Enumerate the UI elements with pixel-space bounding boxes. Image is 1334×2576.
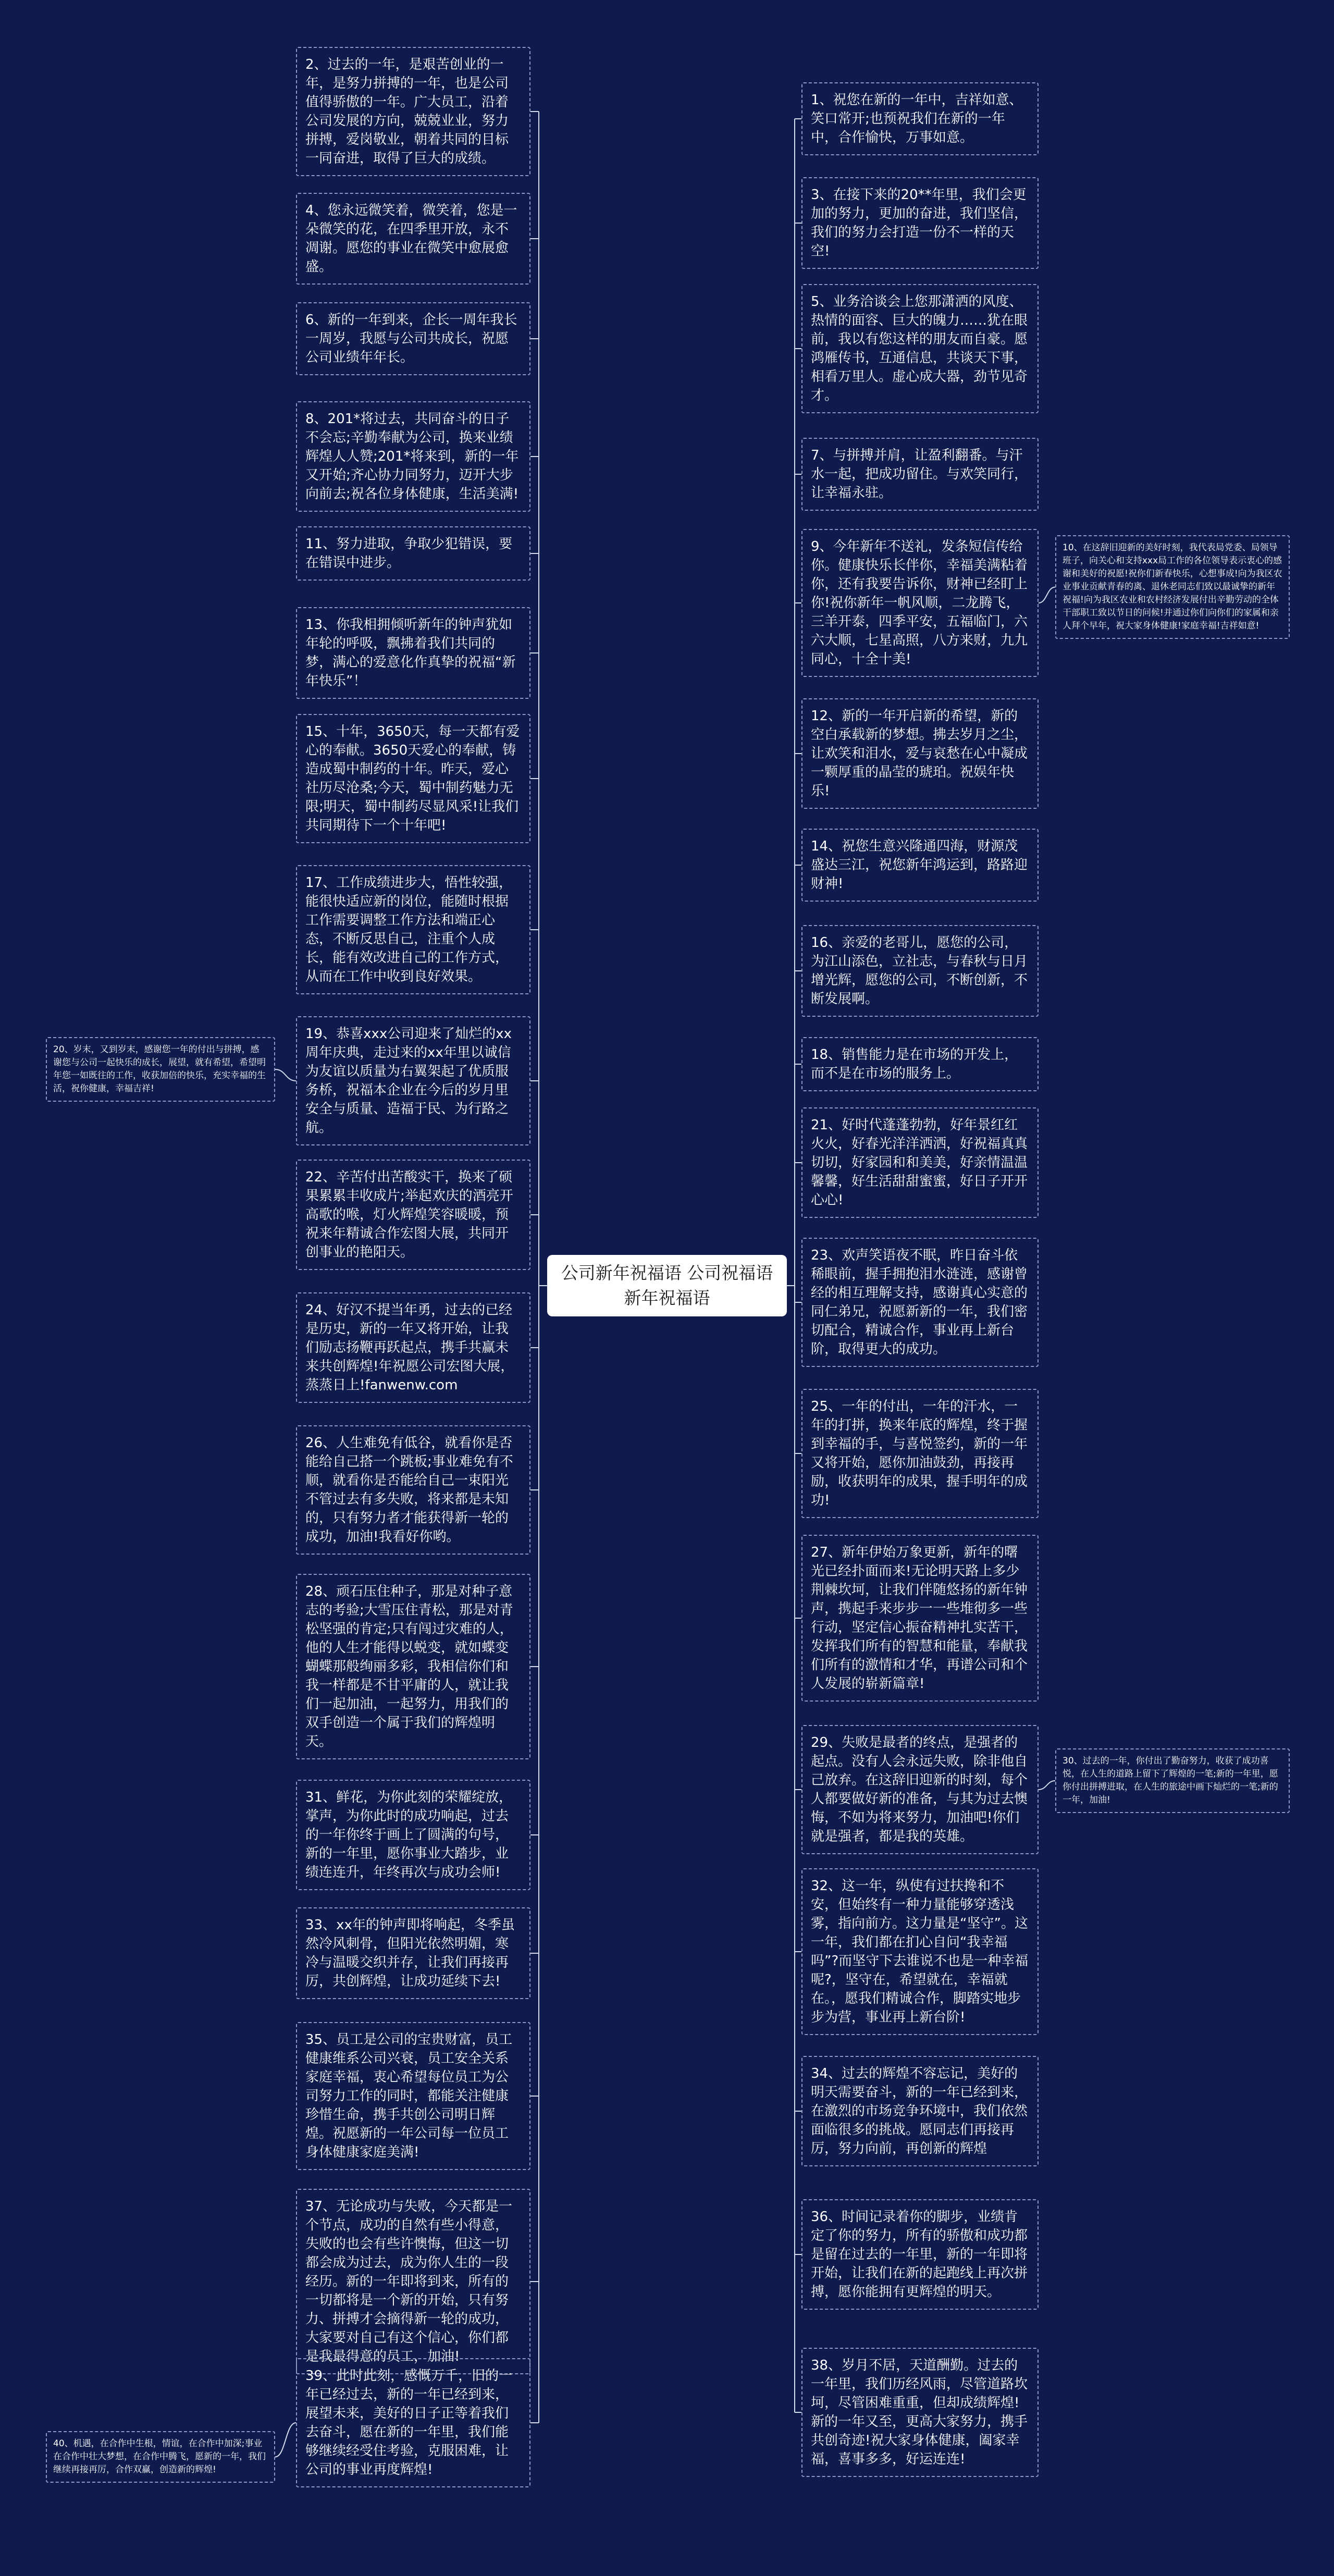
right-node[interactable]: 23、欢声笑语夜不眠，昨日奋斗依稀眼前，握手拥抱泪水涟涟，感谢曾经的相互理解支持，感谢真心实意的同仁弟兄，祝愿新新的一年，我们密切配合，精诚合作，事业再上新台阶，取得更大的成功。 bbox=[801, 1238, 1039, 1367]
central-topic[interactable]: 公司新年祝福语 公司祝福语 新年祝福语 bbox=[547, 1255, 787, 1316]
left-node[interactable]: 11、努力进取，争取少犯错误，要在错误中进步。 bbox=[296, 526, 530, 581]
right-node[interactable]: 12、新的一年开启新的希望，新的空白承载新的梦想。拂去岁月之尘，让欢笑和泪水，爱与哀愁在心中凝成一颗厚重的晶莹的琥珀。祝娱年快乐! bbox=[801, 698, 1039, 809]
right-node[interactable]: 27、新年伊始万象更新，新年的曙光已经扑面而来!无论明天路上多少荆棘坎坷，让我们伴随悠扬的新年钟声，携起手来步步一一些堆彻多一些行动，坚定信心振奋精神扎实苦干，发挥我们所有的智慧和能量，奉献我们所有的激情和才华，再谱公司和个人发展的崭新篇章! bbox=[801, 1535, 1039, 1702]
connector-line bbox=[1039, 1781, 1055, 1790]
left-node[interactable]: 19、恭喜xxx公司迎来了灿烂的xx周年庆典，走过来的xx年里以诚信为友谊以质量为右翼架起了优质服务桥，祝福本企业在今后的岁月里安全与质量、造福于民、为行路之航。 bbox=[296, 1016, 530, 1145]
right-node[interactable]: 16、亲爱的老哥儿，愿您的公司，为江山添色，立社志，与春秋与日月增光辉，愿您的公司，不断创新，不断发展啊。 bbox=[801, 925, 1039, 1017]
left-node[interactable]: 31、鲜花，为你此刻的荣耀绽放，掌声，为你此时的成功响起，过去的一年你终于画上了圆满的句号，新的一年里，愿你事业大踏步，业绩连连升，年终再次与成功会师! bbox=[296, 1780, 530, 1890]
left-node[interactable]: 4、您永远微笑着，微笑着，您是一朵微笑的花，在四季里开放，永不凋谢。愿您的事业在微笑中愈展愈盛。 bbox=[296, 193, 530, 285]
left-node[interactable]: 26、人生难免有低谷，就看你是否能给自己搭一个跳板;事业难免有不顺，就看你是否能给自己一束阳光不管过去有多失败，将来都是未知的，只有努力者才能获得新一轮的成功，加油!我看好你哟。 bbox=[296, 1425, 530, 1555]
left-node[interactable]: 35、员工是公司的宝贵财富，员工健康维系公司兴衰，员工安全关系家庭幸福，衷心希望每位员工为公司努力工作的同时，都能关注健康珍惜生命，携手共创公司明日辉煌。祝愿新的一年公司每一位员工身体健康家庭美满! bbox=[296, 2022, 530, 2170]
connector-line bbox=[275, 1069, 296, 1081]
connector-line bbox=[275, 2423, 296, 2457]
left-node[interactable]: 6、新的一年到来，企长一周年我长一周岁，我愿与公司共成长，祝愿公司业绩年年长。 bbox=[296, 302, 530, 375]
far-right-node[interactable]: 30、过去的一年，你付出了勤奋努力，收获了成功喜悦，在人生的道路上留下了辉煌的一笔;新的一年里，愿你付出拼搏进取，在人生的旅途中画下灿烂的一笔;新的一年，加油! bbox=[1055, 1748, 1290, 1813]
right-node[interactable]: 3、在接下来的20**年里，我们会更加的努力，更加的奋进，我们坚信，我们的努力会打造一份不一样的天空! bbox=[801, 177, 1039, 269]
right-node[interactable]: 21、好时代蓬蓬勃勃，好年景红红火火，好春光洋洋洒洒，好祝福真真切切，好家园和和美美，好亲情温温馨馨，好生活甜甜蜜蜜，好日子开开心心! bbox=[801, 1107, 1039, 1218]
far-left-node[interactable]: 20、岁末，又到岁末，感谢您一年的付出与拼搏，感谢您与公司一起快乐的成长，展望，就有希望，希望明年您一如既往的工作，收获加倍的快乐，充实幸福的生活，祝你健康，幸福吉祥! bbox=[46, 1037, 275, 1102]
left-node[interactable]: 13、你我相拥倾听新年的钟声犹如年轮的呼吸，飘拂着我们共同的梦，满心的爱意化作真挚的祝福“新年快乐”！ bbox=[296, 607, 530, 699]
far-right-node[interactable]: 10、在这辞旧迎新的美好时刻，我代表局党委、局领导班子，向关心和支持xxx局工作的各位领导表示衷心的感谢和美好的祝愿!祝你们新春快乐，心想事成!向为我区农业事业贡献青春的离、退休老同志们致以最诚挚的新年祝福!向为我区农业和农村经济发展付出辛勤劳动的全体干部职工致以节日的问候!并通过你们向你们的家属和亲人拜个早年，祝大家身体健康!家庭幸福!吉祥如意! bbox=[1055, 535, 1290, 639]
right-node[interactable]: 14、祝您生意兴隆通四海，财源茂盛达三江，祝您新年鸿运到，路路迎财神! bbox=[801, 829, 1039, 902]
right-node[interactable]: 36、时间记录着你的脚步，业绩肯定了你的努力，所有的骄傲和成功都是留在过去的一年里，新的一年即将开始，让我们在新的起跑线上再次拼搏，愿你能拥有更辉煌的明天。 bbox=[801, 2199, 1039, 2310]
right-node[interactable]: 5、业务洽谈会上您那潇洒的风度、热情的面容、巨大的魄力……犹在眼前，我以有您这样的朋友而自豪。愿鸿雁传书，互通信息，共谈天下事，相看万里人。虚心成大器，劲节见奇才。 bbox=[801, 284, 1039, 413]
left-node[interactable]: 15、十年，3650天，每一天都有爱心的奉献。3650天爱心的奉献，铸造成蜀中制药的十年。昨天，爱心社历尽沧桑;今天，蜀中制药魅力无限;明天，蜀中制药尽显风采!让我们共同期待下一个十年吧! bbox=[296, 714, 530, 843]
left-node[interactable]: 37、无论成功与失败，今天都是一个节点，成功的自然有些小得意，失败的也会有些许懊悔，但这一切都会成为过去，成为你人生的一段经历。新的一年即将到来，所有的一切都将是一个新的开始，只有努力、拼搏才会摘得新一轮的成功，大家要对自己有这个信心，你们都是我最得意的员工，加油! bbox=[296, 2189, 530, 2374]
right-node[interactable]: 25、一年的付出，一年的汗水，一年的打拼，换来年底的辉煌，终于握到幸福的手，与喜悦签约，新的一年又将开始，愿你加油鼓劲，再接再励，收获明年的成果，握手明年的成功! bbox=[801, 1389, 1039, 1518]
left-node[interactable]: 17、工作成绩进步大，悟性较强，能很快适应新的岗位，能随时根据工作需要调整工作方法和端正心态，不断反思自己，注重个人成长，能有效改进自己的工作方式，从而在工作中收到良好效果。 bbox=[296, 865, 530, 994]
left-node[interactable]: 8、201*将过去，共同奋斗的日子不会忘;辛勤奉献为公司，换来业绩辉煌人人赞;201*将来到，新的一年又开始;齐心协力同努力，迈开大步向前去;祝各位身体健康，生活美满! bbox=[296, 401, 530, 512]
left-node[interactable]: 39、此时此刻，感慨万千，旧的一年已经过去，新的一年已经到来，展望未来，美好的日子正等着我们去奋斗，愿在新的一年里，我们能够继续经受住考验，克服困难，让公司的事业再度辉煌! bbox=[296, 2358, 530, 2487]
right-node[interactable]: 38、岁月不居，天道酬勤。过去的一年里，我们历经风雨，尽管道路坎坷，尽管困难重重，但却成绩辉煌!新的一年又至，更高大家努力，携手共创奇迹!祝大家身体健康，阖家幸福，喜事多多，好运连连! bbox=[801, 2348, 1039, 2477]
left-node[interactable]: 2、过去的一年，是艰苦创业的一年，是努力拼搏的一年，也是公司值得骄傲的一年。广大员工，沿着公司发展的方向，兢兢业业，努力拼搏，爱岗敬业，朝着共同的目标一同奋进，取得了巨大的成绩。 bbox=[296, 47, 530, 176]
right-node[interactable]: 7、与拼搏并肩，让盈利翻番。与汗水一起，把成功留住。与欢笑同行，让幸福永驻。 bbox=[801, 438, 1039, 511]
right-node[interactable]: 9、今年新年不送礼，发条短信传给你。健康快乐长伴你，幸福美满粘着你，还有我要告诉你，财神已经盯上你!祝你新年一帆风顺，二龙腾飞，三羊开泰，四季平安，五福临门，六六大顺，七星高照，八方来财，九九同心，十全十美! bbox=[801, 529, 1039, 677]
right-node[interactable]: 29、失败是最者的终点，是强者的起点。没有人会永远失败，除非他自己放弃。在这辞旧迎新的时刻，每个人都要做好新的准备，与其为过去懊悔，不如为将来努力，加油吧!你们就是强者，都是我的英雄。 bbox=[801, 1725, 1039, 1854]
right-node[interactable]: 1、祝您在新的一年中，吉祥如意、笑口常开;也预祝我们在新的一年中，合作愉快，万事如意。 bbox=[801, 82, 1039, 155]
left-node[interactable]: 24、好汉不提当年勇，过去的已经是历史，新的一年又将开始，让我们励志扬鞭再跃起点，携手共赢未来共创辉煌!年祝愿公司宏图大展，蒸蒸日上!fanwenw.com bbox=[296, 1292, 530, 1403]
far-left-node[interactable]: 40、机遇，在合作中生根，情谊，在合作中加深;事业在合作中壮大梦想，在合作中腾飞，愿新的一年，我们继续再接再厉，合作双赢，创造新的辉煌! bbox=[46, 2431, 275, 2483]
left-node[interactable]: 22、辛苦付出苦酸实干，换来了硕果累累丰收成片;举起欢庆的酒亮开高歌的喉，灯火辉煌笑容暖暖，预祝来年精诚合作宏图大展，共同开创事业的艳阳天。 bbox=[296, 1160, 530, 1270]
left-node[interactable]: 28、顽石压住种子，那是对种子意志的考验;大雪压住青松，那是对青松坚强的肯定;只有闯过灾难的人，他的人生才能得以蜕变，就如蝶变蝴蝶那般绚丽多彩，我相信你们和我一样都是不甘平庸的人，就让我们一起加油，一起努力，用我们的双手创造一个属于我们的辉煌明天。 bbox=[296, 1574, 530, 1759]
right-node[interactable]: 34、过去的辉煌不容忘记，美好的明天需要奋斗，新的一年已经到来，在激烈的市场竞争环境中，我们依然面临很多的挑战。愿同志们再接再厉，努力向前，再创新的辉煌 bbox=[801, 2056, 1039, 2166]
right-node[interactable]: 32、这一年，纵使有过扶搀和不安，但始终有一种力量能够穿透浅雾，指向前方。这力量是“坚守”。这一年，我们都在扪心自问“我幸福吗”?而坚守下去谁说不也是一种幸福呢?，坚守在，希望就在，幸福就在。，愿我们精诚合作，脚踏实地步步为营，事业再上新台阶! bbox=[801, 1868, 1039, 2035]
right-node[interactable]: 18、销售能力是在市场的开发上，而不是在市场的服务上。 bbox=[801, 1037, 1039, 1091]
left-node[interactable]: 33、xx年的钟声即将响起，冬季虽然冷风刺骨，但阳光依然明媚，寒冷与温暖交织并存，让我们再接再厉，共创辉煌，让成功延续下去! bbox=[296, 1907, 530, 1999]
connector-line bbox=[1039, 587, 1055, 603]
